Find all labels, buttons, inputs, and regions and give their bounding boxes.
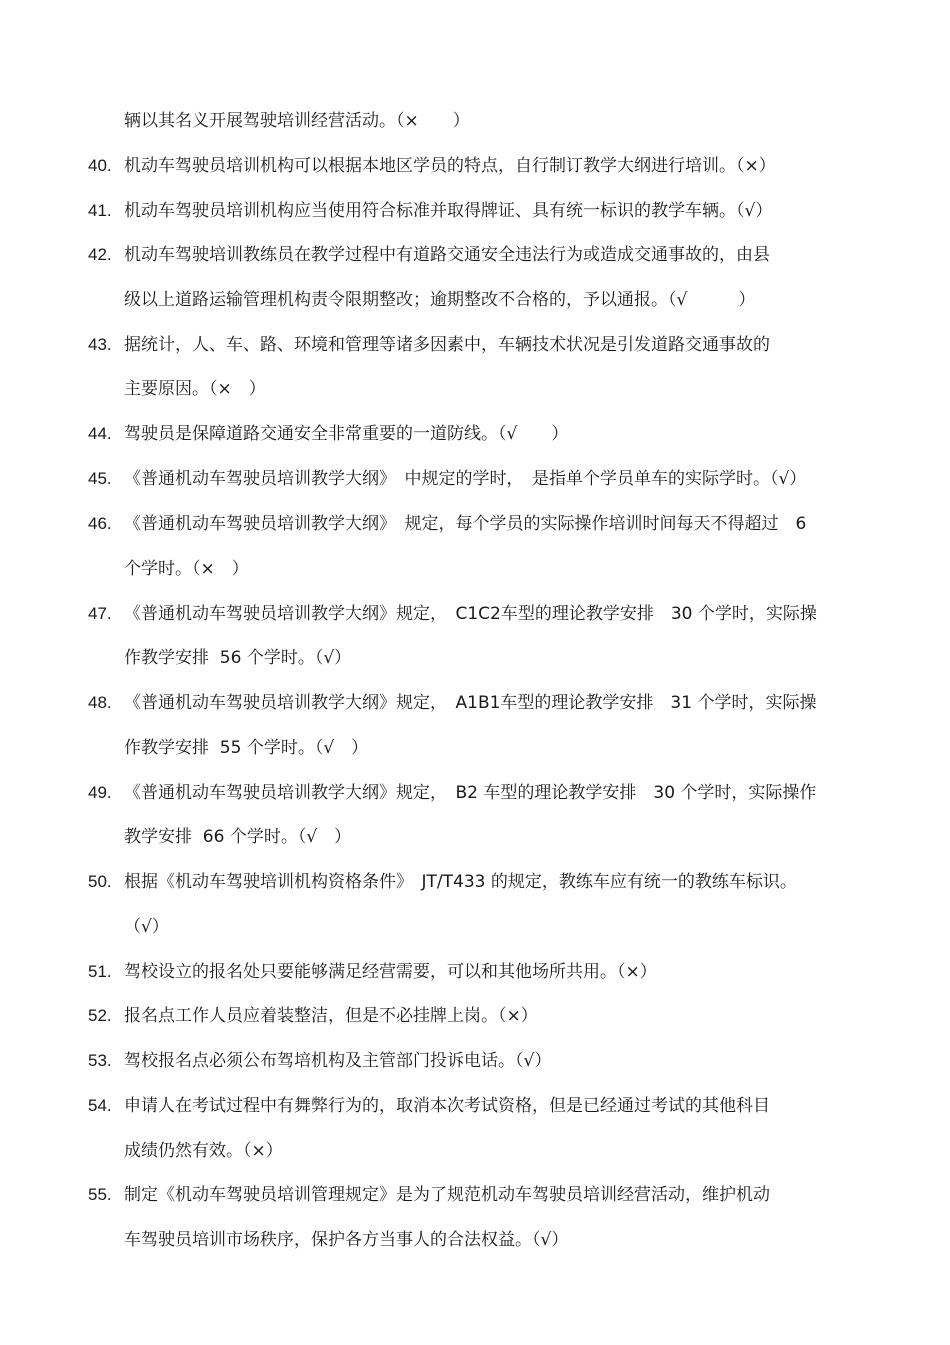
item-text: 申请人在考试过程中有舞弊行为的，取消本次考试资格，但是已经通过考试的其他科目 bbox=[124, 1096, 770, 1116]
item-number: 42. bbox=[88, 245, 112, 264]
item-number: 44. bbox=[88, 424, 112, 443]
item-text: 级以上道路运输管理机构责令限期整改；逾期整改不合格的，予以通报。（√ ） bbox=[124, 290, 756, 310]
item-number: 40. bbox=[88, 156, 112, 175]
item-number: 53. bbox=[88, 1051, 112, 1070]
item-text: 《普通机动车驾驶员培训教学大纲》 中规定的学时， 是指单个学员单车的实际学时。（√） bbox=[124, 469, 807, 489]
item-text: 驾校设立的报名处只要能够满足经营需要，可以和其他场所共用。（×） bbox=[124, 962, 657, 982]
item-text: 个学时。（× ） bbox=[124, 559, 249, 579]
item-text: 辆以其名义开展驾驶培训经营活动。（× ） bbox=[124, 111, 470, 131]
item-text: （√） bbox=[124, 917, 169, 937]
item-number: 41. bbox=[88, 201, 112, 220]
item-text: 主要原因。（× ） bbox=[124, 379, 266, 399]
item-text: 驾驶员是保障道路交通安全非常重要的一道防线。（√ ） bbox=[124, 424, 569, 444]
item-number: 48. bbox=[88, 693, 112, 712]
item-text: 成绩仍然有效。（×） bbox=[124, 1141, 283, 1161]
item-number: 51. bbox=[88, 962, 112, 981]
item-number: 54. bbox=[88, 1096, 112, 1115]
item-text: 机动车驾驶培训教练员在教学过程中有道路交通安全违法行为或造成交通事故的，由县 bbox=[124, 245, 770, 265]
item-text: 据统计，人、车、路、环境和管理等诸多因素中，车辆技术状况是引发道路交通事故的 bbox=[124, 335, 770, 355]
item-text: 根据《机动车驾驶培训机构资格条件》 JT/T433 的规定，教练车应有统一的教练车标识。 bbox=[124, 872, 797, 892]
item-number: 43. bbox=[88, 335, 112, 354]
item-text: 《普通机动车驾驶员培训教学大纲》规定， B2 车型的理论教学安排 30 个学时，实际操作 bbox=[124, 783, 817, 803]
item-number: 52. bbox=[88, 1006, 112, 1025]
item-text: 《普通机动车驾驶员培训教学大纲》规定， A1B1车型的理论教学安排 31 个学时，实际操 bbox=[124, 693, 817, 713]
item-text: 教学安排 66 个学时。（√ ） bbox=[124, 827, 352, 847]
item-text: 作教学安排 56 个学时。（√） bbox=[124, 648, 352, 668]
item-text: 驾校报名点必须公布驾培机构及主管部门投诉电话。（√） bbox=[124, 1051, 552, 1071]
item-text: 车驾驶员培训市场秩序，保护各方当事人的合法权益。（√） bbox=[124, 1230, 569, 1250]
item-text: 机动车驾驶员培训机构可以根据本地区学员的特点，自行制订教学大纲进行培训。（×） bbox=[124, 156, 776, 176]
item-text: 报名点工作人员应着装整洁，但是不必挂牌上岗。（×） bbox=[124, 1006, 538, 1026]
item-text: 机动车驾驶员培训机构应当使用符合标准并取得牌证、具有统一标识的教学车辆。（√） bbox=[124, 201, 773, 221]
item-text: 制定《机动车驾驶员培训管理规定》是为了规范机动车驾驶员培训经营活动，维护机动 bbox=[124, 1185, 770, 1205]
item-number: 55. bbox=[88, 1185, 112, 1204]
item-text: 《普通机动车驾驶员培训教学大纲》 规定，每个学员的实际操作培训时间每天不得超过 6 bbox=[124, 514, 807, 534]
item-text: 《普通机动车驾驶员培训教学大纲》规定， C1C2车型的理论教学安排 30 个学时，实际操 bbox=[124, 604, 817, 624]
item-text: 作教学安排 55 个学时。（√ ） bbox=[124, 738, 369, 758]
item-number: 50. bbox=[88, 872, 112, 891]
item-number: 49. bbox=[88, 783, 112, 802]
item-number: 47. bbox=[88, 604, 112, 623]
item-number: 46. bbox=[88, 514, 112, 533]
item-number: 45. bbox=[88, 469, 112, 488]
